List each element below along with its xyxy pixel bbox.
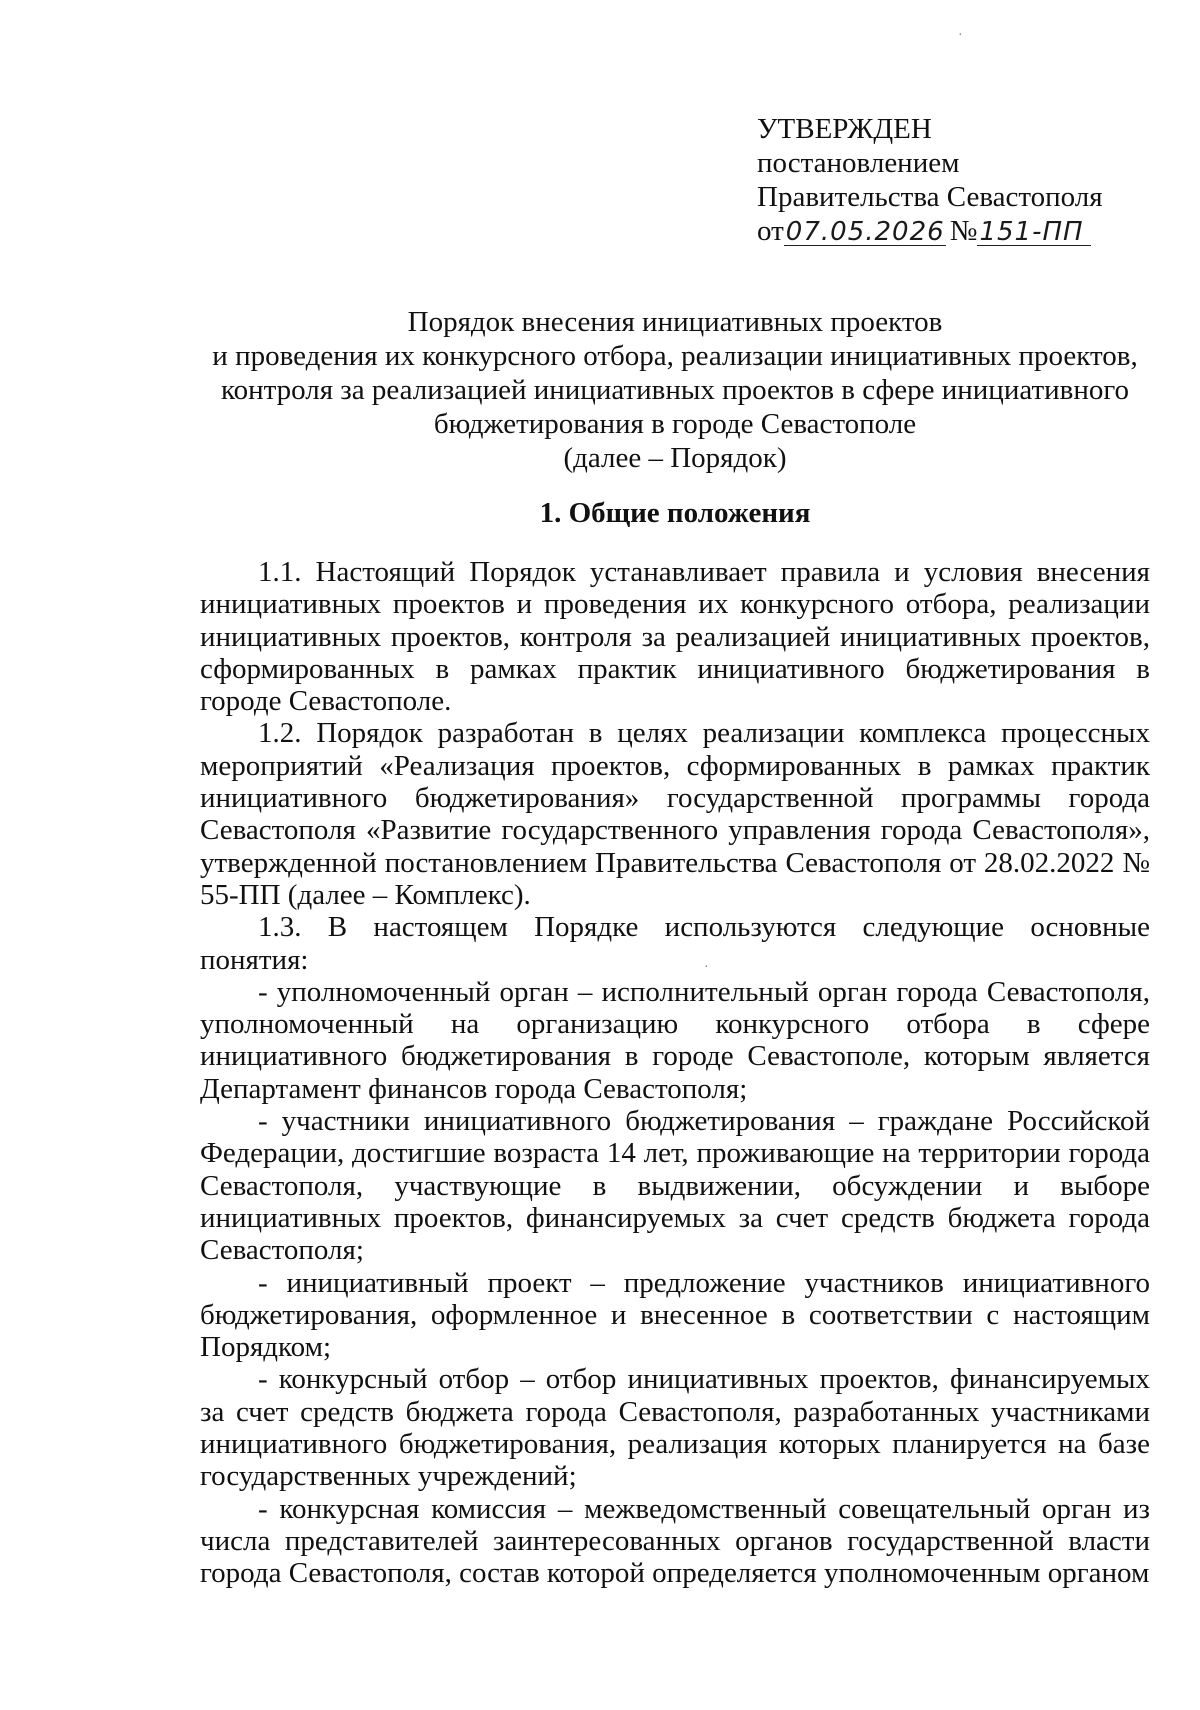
title-line: контроля за реализацией инициативных проектов в сфере инициативного	[220, 374, 1130, 406]
scan-speck: ·	[958, 28, 963, 43]
document-title	[150, 305, 1200, 475]
number-prefix: №	[949, 215, 978, 247]
paragraph-1-3: 1.3. В настоящем Порядке используются следующие основные понятия:	[200, 911, 1150, 976]
handwritten-date: 07.05.2026	[785, 217, 945, 247]
title-line: (далее – Порядок)	[563, 442, 787, 474]
approval-date-line	[757, 214, 1103, 248]
scan-speck: ·	[704, 960, 709, 975]
definition-authorized-body: - уполномоченный орган – исполнительный орган города Севастополя, уполномоченный на организацию конкурсного отбора в сфере инициативного бюджетирования в городе Севастополе, которым является Департамент финансов города Севастополя;	[200, 975, 1150, 1105]
paragraph-1-1: 1.1. Настоящий Порядок устанавливает правила и условия внесения инициативных проектов и проведения их конкурсного отбора, реализации инициативных проектов, контроля за реализацией инициативных проектов, сформированных в рамках практик инициативного бюджетирования в городе Севастополе.	[200, 556, 1150, 718]
title-line: бюджетирования в городе Севастополе	[433, 408, 917, 440]
definition-commission: - конкурсная комиссия – межведомственный совещательный орган из числа представителей заинтересованных органов государственной власти города Севастополя, состав которой определяется уполномоченным органом	[200, 1492, 1150, 1590]
definition-initiative-project: - инициативный проект – предложение участников инициативного бюджетирования, оформленное и внесенное в соответствии с настоящим Порядком;	[200, 1266, 1150, 1364]
section-heading: 1. Общие положения	[539, 497, 811, 529]
approval-government: Правительства Севастополя	[757, 181, 1103, 213]
handwritten-number: 151-ПП	[977, 219, 1091, 246]
date-prefix: от	[757, 215, 784, 247]
document-body	[200, 556, 1150, 1590]
approval-stamp	[757, 112, 1103, 248]
definition-competitive-selection: - конкурсный отбор – отбор инициативных проектов, финансируемых за счет средств бюджета города Севастополя, разработанных участниками инициативного бюджетирования, реализация которых планируется на базе государственных учреждений;	[200, 1363, 1150, 1493]
paragraph-1-2: 1.2. Порядок разработан в целях реализации комплекса процессных мероприятий «Реализация проектов, сформированных в рамках практик инициативного бюджетирования» государственной программы города Севастополя «Развитие государственного управления города Севастополя», утвержденной постановлением Правительства Севастополя от 28.02.2022 № 55-ПП (далее – Комплекс).	[200, 717, 1150, 911]
title-line: и проведения их конкурсного отбора, реализации инициативных проектов,	[212, 340, 1138, 372]
title-line: Порядок внесения инициативных проектов	[407, 306, 943, 338]
approval-heading: УТВЕРЖДЕН	[757, 113, 932, 145]
definition-participants: - участники инициативного бюджетирования – граждане Российской Федерации, достигшие возраста 14 лет, проживающие на территории города Севастополя, участвующие в выдвижении, обсуждении и выборе инициативных проектов, финансируемых за счет средств бюджета города Севастополя;	[200, 1105, 1150, 1267]
approval-resolution: постановлением	[757, 147, 960, 179]
